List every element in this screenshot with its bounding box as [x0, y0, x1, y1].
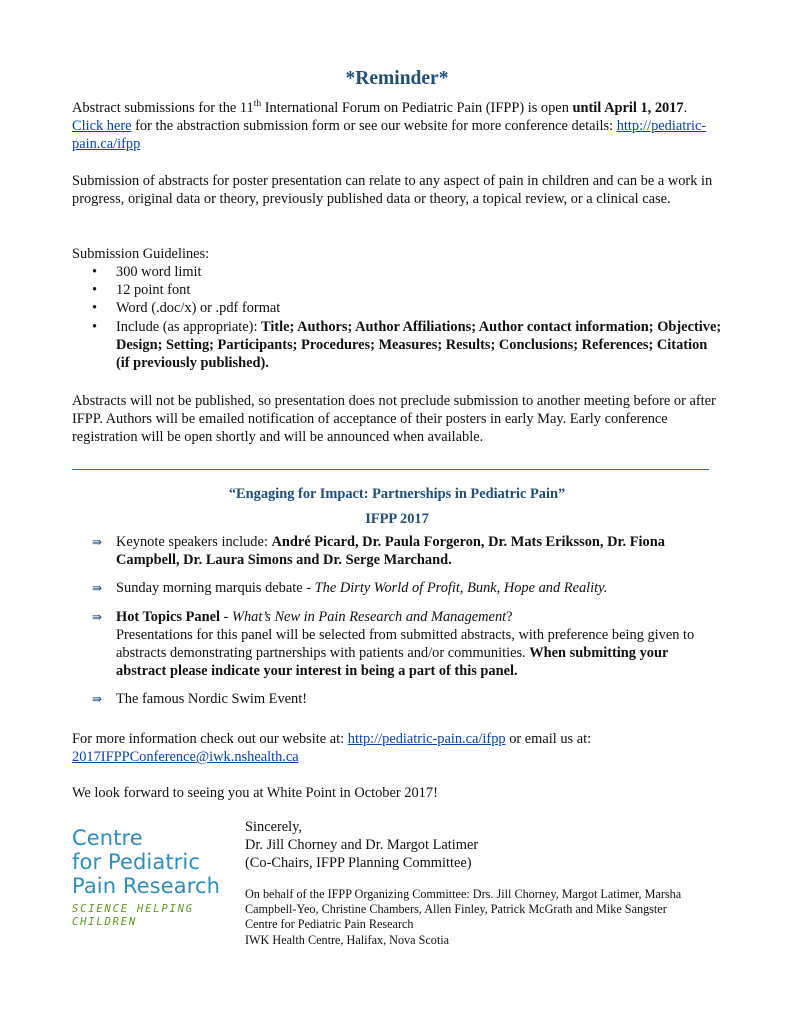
topics-paragraph: Submission of abstracts for poster presentation can relate to any aspect of pain in children and can be a work in progress, original data or theory, previously published data or theory, a topical review, or a clinical case.: [72, 173, 713, 208]
email-link[interactable]: 2017IFPPConference@iwk.nshealth.ca: [72, 749, 299, 766]
cppr-logo: [72, 826, 232, 928]
chevron-bullet-icon: ⇛: [92, 535, 103, 549]
list-item: [72, 281, 722, 299]
deadline-text: until April 1, 2017: [572, 100, 684, 116]
more-info-paragraph: [72, 730, 722, 766]
more-info-website-link[interactable]: http://pediatric-pain.ca/ifpp: [347, 731, 506, 747]
hot-topics-body: Presentations for this panel will be selected from submitted abstracts, with preference being given to abstracts demonstrating partnerships with patients and/or communities.: [116, 626, 695, 662]
guidelines-heading: Submission Guidelines:: [72, 246, 210, 262]
signatory-role: (Co-Chairs, IFPP Planning Committee): [245, 855, 472, 872]
bullet-icon: •: [92, 282, 98, 299]
list-item-text: 12 point font: [116, 282, 191, 299]
logo-tagline-2: CHILDREN: [72, 916, 137, 928]
list-item: [72, 263, 722, 281]
required-sections-text: Title; Authors; Author Affiliations; Author contact information; Objective; Design; Setting; Participants; Procedures; Measures; Results; Conclusions; References; Citation (if previously published).: [116, 318, 722, 372]
signature-block: [245, 818, 725, 948]
hot-topics-dash: -: [219, 608, 232, 625]
hot-topics-title: What’s New in Pain Research and Management: [231, 608, 507, 625]
logo-line-1: Centre: [72, 826, 143, 850]
organization-address: IWK Health Centre, Halifax, Nova Scotia: [245, 932, 450, 947]
chevron-bullet-icon: ⇛: [92, 581, 103, 596]
section-divider: [72, 469, 709, 470]
committee-note: On behalf of the IFPP Organizing Committee: Drs. Jill Chorney, Margot Latimer, Marsha Campbell-Yeo, Christine Chambers, Allen Finley, Patrick McGrath and Mike Sangster: [245, 886, 682, 917]
logo-line-3: Pain Research: [72, 874, 221, 898]
list-item: [72, 299, 722, 317]
conference-theme: “Engaging for Impact: Partnerships in Pediatric Pain”: [228, 486, 566, 502]
intro-text-1: Abstract submissions for the 11: [72, 100, 254, 116]
logo-line-2: for Pediatric: [72, 850, 200, 874]
hot-topics-instruction: When submitting your abstract please indicate your interest in being a part of this panel.: [116, 645, 669, 680]
closing-line: We look forward to seeing you at White Point in October 2017!: [72, 785, 438, 801]
logo-tagline-1: SCIENCE HELPING: [72, 903, 194, 915]
website-link[interactable]: http://pediatric-pain.ca/ifpp: [72, 118, 707, 153]
bullet-icon: •: [92, 264, 98, 280]
list-item: [72, 318, 722, 373]
keynote-prefix: Keynote speakers include:: [116, 534, 272, 550]
more-info-text-1: For more information check out our website at:: [72, 731, 348, 747]
guidelines-list: [72, 263, 722, 372]
intro-paragraph: [72, 99, 722, 154]
debate-title: The Dirty World of Profit, Bunk, Hope and Reality.: [314, 580, 608, 597]
signatories: Dr. Jill Chorney and Dr. Margot Latimer: [245, 837, 479, 854]
chevron-bullet-icon: ⇛: [92, 692, 103, 707]
conference-highlights: [72, 533, 722, 709]
intro-text-3: .: [683, 100, 688, 116]
keynote-speakers: André Picard, Dr. Paula Forgeron, Dr. Mats Eriksson, Dr. Fiona Campbell, Dr. Laura Simons and Dr. Serge Marchand.: [116, 534, 665, 569]
list-item: [72, 579, 722, 597]
sign-off: Sincerely,: [245, 819, 303, 835]
list-item: [72, 690, 722, 708]
more-info-text-2: or email us at:: [505, 731, 592, 747]
chevron-bullet-icon: ⇛: [92, 609, 103, 624]
swim-event-text: The famous Nordic Swim Event!: [116, 691, 308, 708]
organization-name: Centre for Pediatric Pain Research: [245, 917, 414, 932]
debate-prefix: Sunday morning marquis debate -: [116, 580, 315, 597]
bullet-icon: •: [92, 318, 98, 335]
list-item: [72, 608, 722, 681]
intro-sup: th: [253, 99, 262, 110]
intro-text-4: for the abstraction submission form or see our website for more conference details:: [131, 118, 617, 135]
publication-paragraph: Abstracts will not be published, so presentation does not preclude submission to another meeting before or after IFPP. Authors will be emailed notification of acceptance of their posters in early May. Early conference registration will be open shortly and will be announced when available.: [72, 393, 716, 446]
hot-topics-label: Hot Topics Panel: [116, 608, 220, 625]
intro-text-2: International Forum on Pediatric Pain (IFPP) is open: [261, 100, 573, 116]
list-item-text: 300 word limit: [116, 264, 202, 280]
list-item-text: Word (.doc/x) or .pdf format: [116, 300, 281, 317]
list-item-text: Include (as appropriate):: [116, 318, 262, 335]
hot-topics-question: ?: [506, 608, 513, 625]
conference-name: IFPP 2017: [365, 511, 429, 527]
bullet-icon: •: [92, 300, 98, 317]
list-item: [72, 533, 722, 569]
page-title: *Reminder*: [345, 68, 449, 89]
click-here-link[interactable]: Click here: [72, 118, 132, 135]
